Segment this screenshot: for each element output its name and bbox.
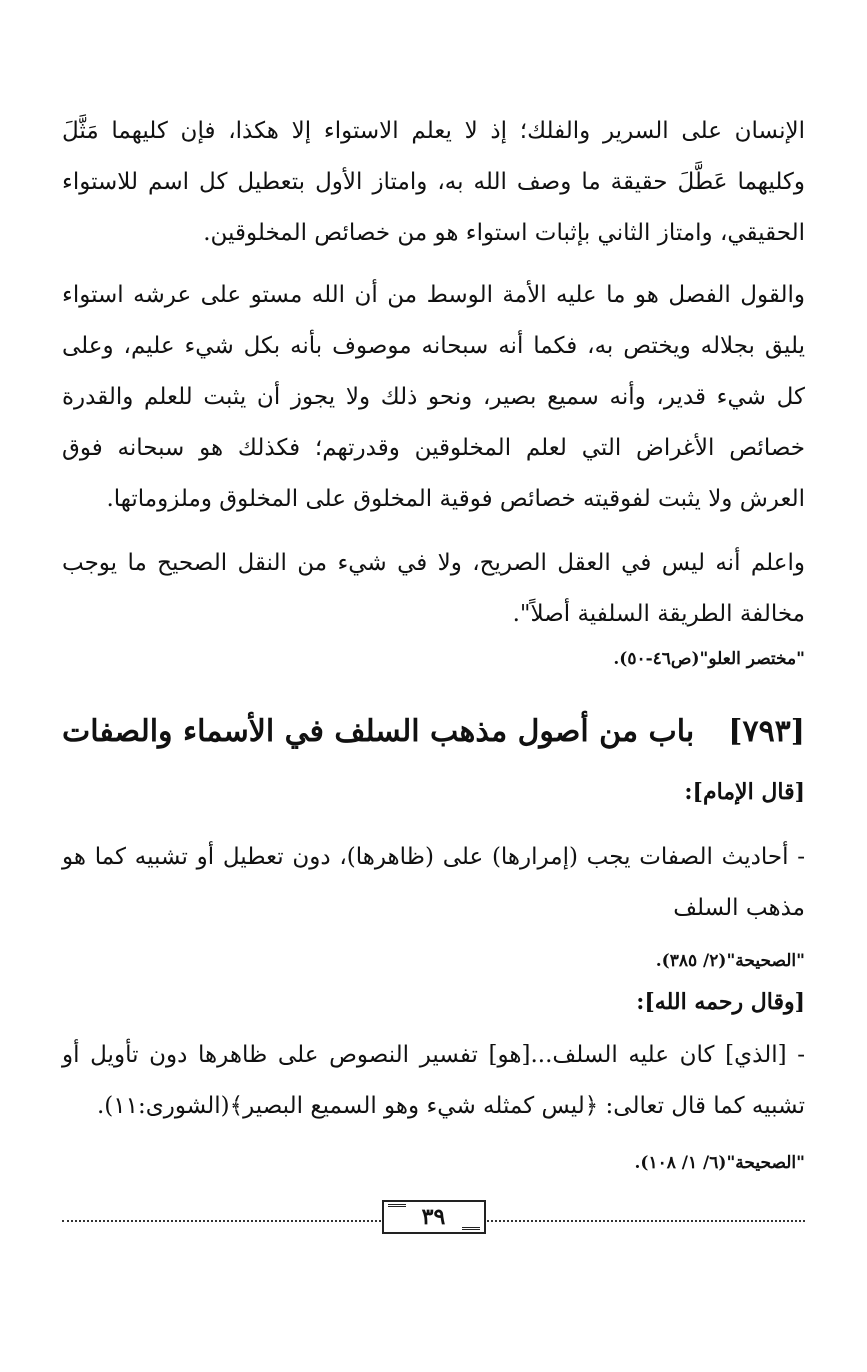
paragraph-tafsir: - [الذي] كان عليه السلف...[هو] تفسير النصوص على ظاهرها دون تأويل أو تشبيه كما قال تعالى: ﴿ليس كمثله شيء وهو السميع البصير﴾(الشورى:١١). — [62, 1042, 805, 1119]
chapter-heading — [62, 712, 805, 752]
paragraph-block-2 — [62, 270, 805, 525]
citation-sahiha-2: "الصحيحة"(٦/ ١/ ١٠٨). — [634, 1153, 805, 1173]
paragraph-block-3 — [62, 538, 805, 640]
paragraph-block-1 — [62, 106, 805, 259]
paragraph-sifat-hadith: - أحاديث الصفات يجب (إمرارها) على (ظاهرها)، دون تعطيل أو تشبيه كما هو مذهب السلف — [62, 844, 805, 921]
page-number: ٣٩ — [421, 1204, 446, 1230]
ornament-icon — [388, 1204, 406, 1217]
chapter-number: [٧٩٣] — [728, 714, 805, 749]
paragraph-conclusion: واعلم أنه ليس في العقل الصريح، ولا في شيء من النقل الصحيح ما يوجب مخالفة الطريقة السلفية أصلاً". — [62, 550, 805, 627]
label-block-1 — [62, 772, 805, 812]
citation-block-3 — [62, 1150, 805, 1176]
chapter-title: باب من أصول مذهب السلف في الأسماء والصفات — [62, 714, 695, 749]
citation-block-1 — [62, 646, 805, 672]
ornament-icon — [462, 1217, 480, 1230]
citation-sahiha-1: "الصحيحة"(٢/ ٣٨٥). — [655, 951, 805, 971]
citation-block-2 — [62, 948, 805, 974]
label-block-2 — [62, 982, 805, 1022]
paragraph-block-5 — [62, 1030, 805, 1132]
speaker-label-imam: [قال الإمام]: — [684, 779, 805, 805]
paragraph-main-opinion: والقول الفصل هو ما عليه الأمة الوسط من أن الله مستو على عرشه استواء يليق بجلاله ويختص به، فكما أنه سبحانه موصوف بأنه بكل شيء عليم، وعلى كل شيء قدير، وأنه سميع بصير، ونحو ذلك ولا يجوز أن يثبت للعلم والقدرة خصائص الأغراض التي لعلم المخلوقين وقدرتهم؛ فكذلك هو سبحانه فوق العرش ولا يثبت لفوقيته خصائص فوقية المخلوق على المخلوق وملزوماتها. — [62, 282, 805, 512]
paragraph-block-4 — [62, 832, 805, 934]
page-number-frame — [382, 1200, 486, 1234]
speaker-label-rahimahullah: [وقال رحمه الله]: — [636, 989, 805, 1015]
citation-mukhtasar: "مختصر العلو"(ص٤٦-٥٠). — [613, 649, 805, 669]
page-footer — [62, 1200, 805, 1240]
section-heading — [62, 712, 805, 752]
paragraph-continuation: الإنسان على السرير والفلك؛ إذ لا يعلم الاستواء إلا هكذا، فإن كليهما مَثَّلَ وكليهما عَطَّلَ حقيقة ما وصف الله به، وامتاز الأول بتعطيل كل اسم للاستواء الحقيقي، وامتاز الثاني بإثبات استواء هو من خصائص المخلوقين. — [62, 118, 805, 246]
